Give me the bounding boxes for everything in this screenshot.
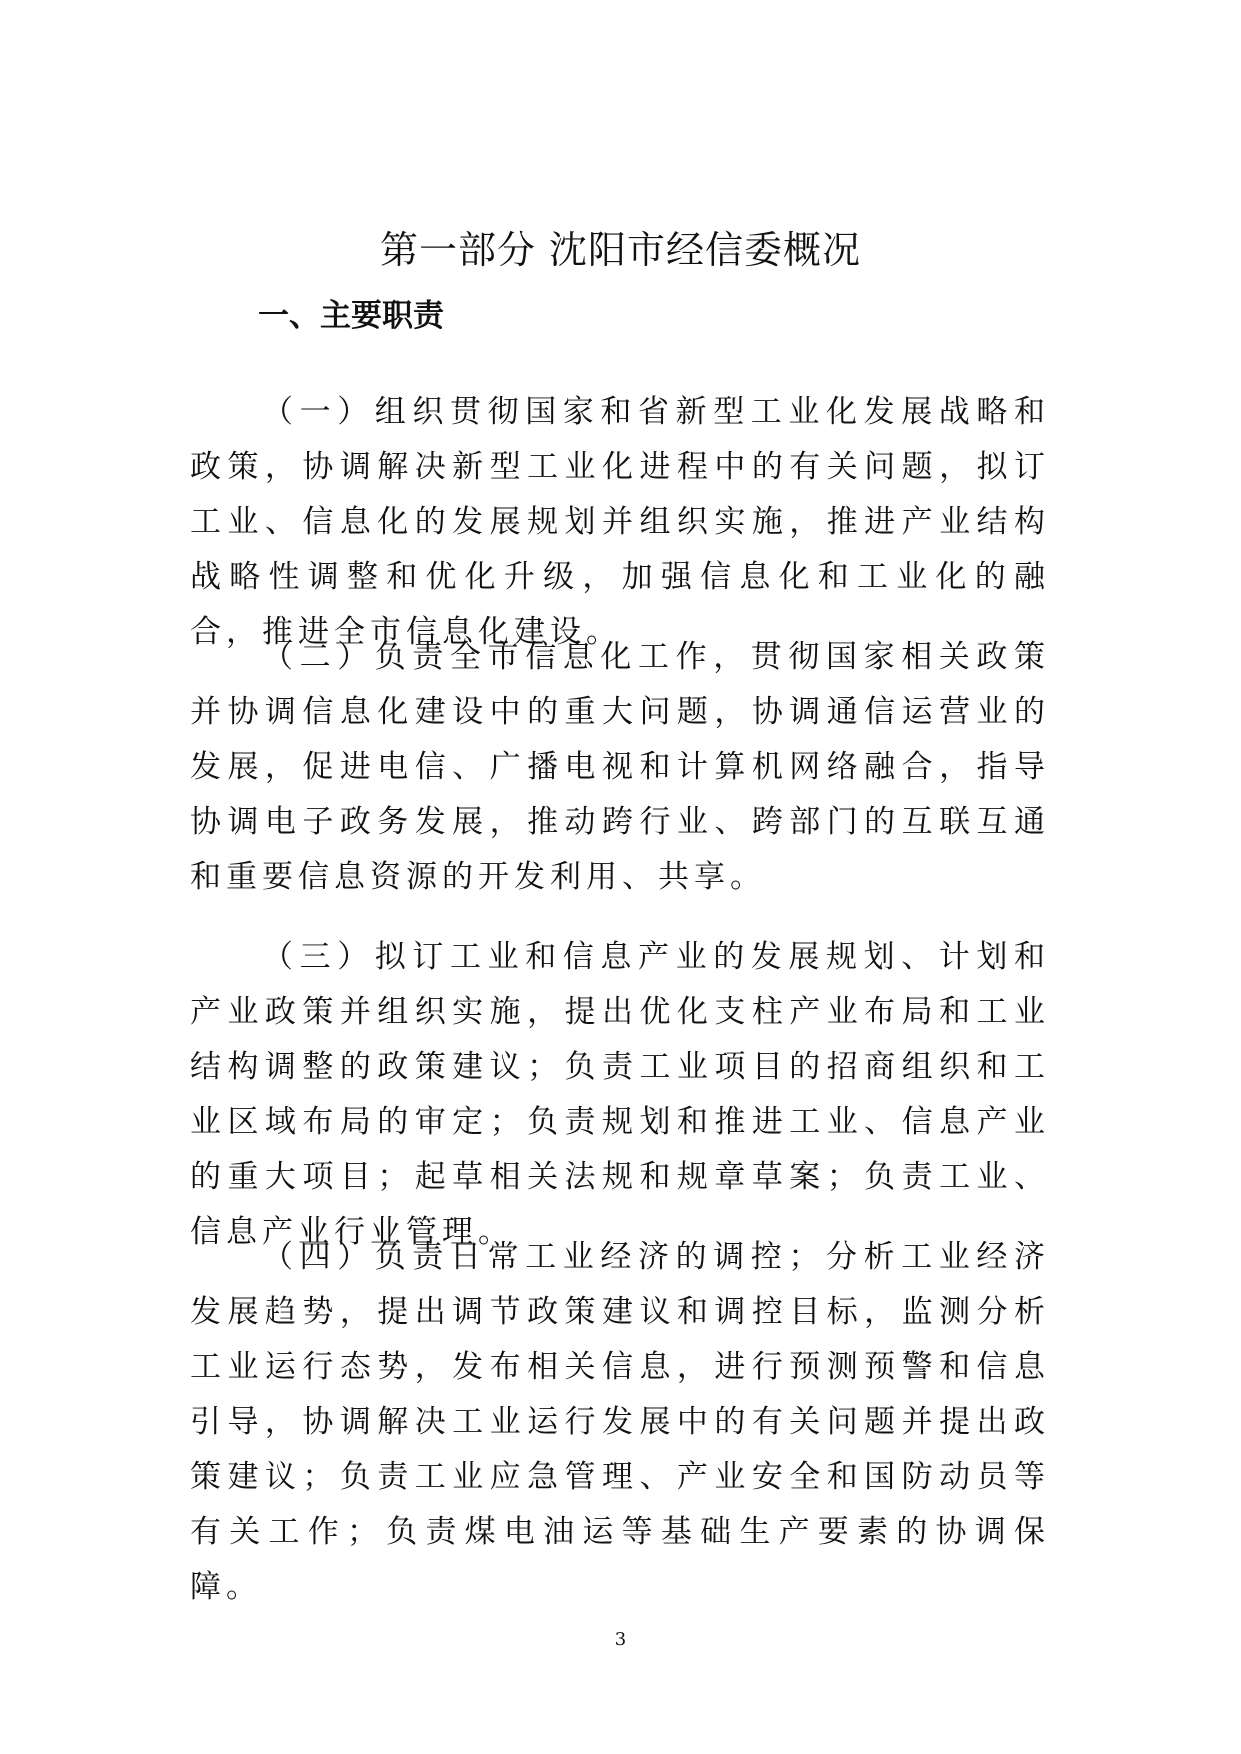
- section-heading: 一、主要职责: [258, 298, 444, 334]
- page-number: 3: [614, 1629, 627, 1650]
- duty-paragraph-1: （一）组织贯彻国家和省新型工业化发展战略和政策，协调解决新型工业化进程中的有关问题，拟订工业、信息化的发展规划并组织实施，推进产业结构战略性调整和优化升级，加强信息化和工业化的融合，推进全市信息化建设。: [190, 394, 1050, 650]
- duty-paragraph-2: （二）负责全市信息化工作，贯彻国家相关政策并协调信息化建设中的重大问题，协调通信运营业的发展，促进电信、广播电视和计算机网络融合，指导协调电子政务发展，推动跨行业、跨部门的互联互通和重要信息资源的开发利用、共享。: [190, 639, 1050, 895]
- duty-paragraph-4: （四）负责日常工业经济的调控；分析工业经济发展趋势，提出调节政策建议和调控目标，监测分析工业运行态势，发布相关信息，进行预测预警和信息引导，协调解决工业运行发展中的有关问题并提出政策建议；负责工业应急管理、产业安全和国防动员等有关工作；负责煤电油运等基础生产要素的协调保障。: [190, 1239, 1050, 1605]
- duty-paragraph-3: （三）拟订工业和信息产业的发展规划、计划和产业政策并组织实施，提出优化支柱产业布局和工业结构调整的政策建议；负责工业项目的招商组织和工业区域布局的审定；负责规划和推进工业、信息产业的重大项目；起草相关法规和规章草案；负责工业、信息产业行业管理。: [190, 939, 1050, 1250]
- page-title: 第一部分 沈阳市经信委概况: [379, 228, 862, 272]
